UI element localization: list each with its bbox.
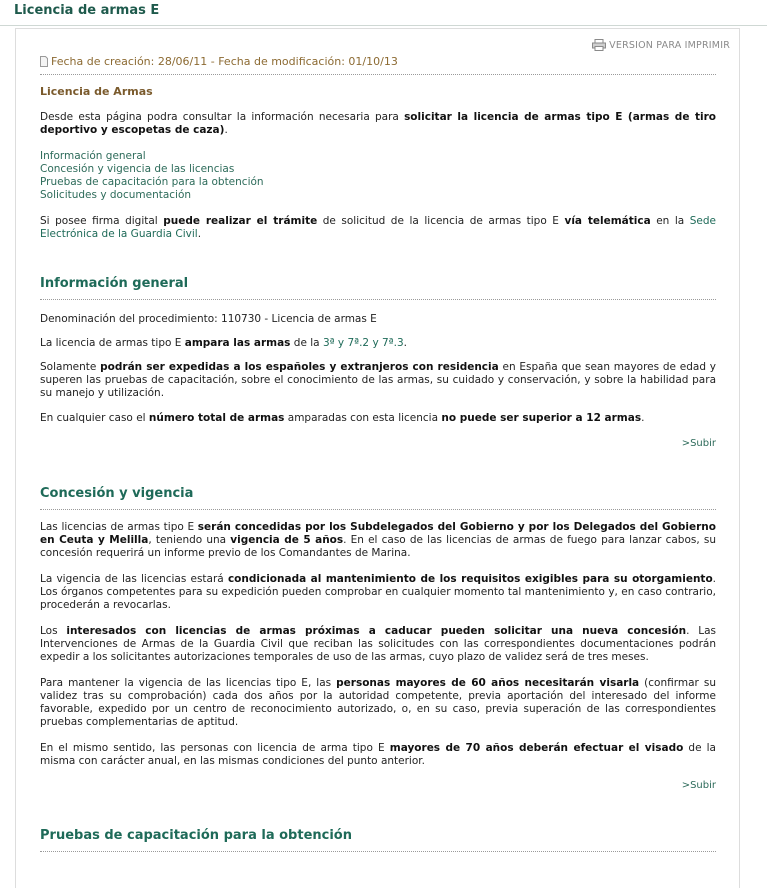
text-bold: condicionada al mantenimiento de los requisitos exigibles para su otorgamiento: [227, 573, 713, 585]
printer-icon: [592, 39, 606, 51]
text: En cualquier caso el: [40, 412, 149, 424]
document-dates: [40, 55, 398, 68]
text: de la misma con carácter anual, en las mismas condiciones del punto anterior.: [40, 742, 716, 767]
concesion-paragraph-3: [40, 625, 716, 664]
text-bold: podrán ser expedidas a los españoles y extranjeros con residencia: [100, 361, 499, 373]
heading-informacion-general: Información general: [40, 276, 189, 291]
text: Denominación del procedimiento: 110730 - Licencia de armas E: [40, 313, 377, 325]
general-paragraph-1: [40, 313, 716, 326]
text: .: [641, 412, 645, 424]
concesion-paragraph-4: [40, 677, 716, 729]
text: .: [403, 337, 407, 349]
link-concesion-vigencia[interactable]: Concesión y vigencia de las licencias: [40, 163, 235, 175]
dates-text: Fecha de creación: 28/06/11 - Fecha de modificación: 01/10/13: [51, 55, 398, 68]
text: en la: [650, 215, 690, 227]
text-bold: solicitar la licencia de armas tipo E (armas de tiro deportivo y escopetas de caza): [40, 111, 716, 136]
print-version-link[interactable]: [592, 39, 730, 51]
text: Desde esta página podra consultar la información necesaria para: [40, 111, 405, 123]
text-bold: vía telemática: [564, 215, 651, 227]
text: , teniendo una: [148, 534, 231, 546]
text: .: [224, 124, 228, 136]
heading-concesion-vigencia: Concesión y vigencia: [40, 486, 194, 501]
text: . En el caso de las licencias de armas de fuego para lanzar cabos, su concesión requerirá un informe previo de los Comandantes de Marina.: [40, 534, 716, 559]
text-bold: mayores de 70 años deberán efectuar el visado: [389, 742, 684, 754]
text: La vigencia de las licencias estará: [40, 573, 228, 585]
dotted-divider: [40, 851, 716, 852]
text-bold: no puede ser superior a 12 armas: [441, 412, 642, 424]
text: .: [197, 228, 202, 240]
text: Para mantener la vigencia de las licencias tipo E, las: [40, 677, 337, 689]
intro-heading: Licencia de Armas: [40, 85, 153, 98]
sede-electronica-link[interactable]: Sede Electrónica de la Guardia Civil: [40, 215, 716, 240]
text: de la: [290, 337, 323, 349]
text: de solicitud de la licencia de armas tipo E: [317, 215, 565, 227]
concesion-paragraph-5: [40, 742, 716, 768]
intro-telematic-paragraph: [40, 215, 716, 241]
concesion-paragraph-2: [40, 573, 716, 612]
text: (confirmar su validez tras su comprobación) cada dos años por la autoridad competente, previa aportación del interesado del informe favorable, expedido por un centro de reconocimiento autorizado, o, en su caso, previa superación de las correspondientes pruebas complementarias de aptitud.: [40, 677, 716, 728]
categories-link[interactable]: 3ª y 7ª.2 y 7ª.3: [322, 337, 404, 349]
text: Si posee firma digital: [40, 215, 164, 227]
general-paragraph-2: [40, 337, 716, 350]
text: Los: [40, 625, 67, 637]
dotted-divider: [40, 509, 716, 510]
text-bold: vigencia de 5 años: [230, 534, 344, 546]
text-bold: ampara las armas: [184, 337, 291, 349]
text: La licencia de armas tipo E: [40, 337, 185, 349]
print-version-label[interactable]: VERSION PARA IMPRIMIR: [609, 39, 730, 51]
text-bold: interesados con licencias de armas próximas a caducar pueden solicitar una nueva concesión: [66, 625, 687, 637]
text-bold: número total de armas: [148, 412, 285, 424]
text: amparadas con esta licencia: [284, 412, 442, 424]
concesion-paragraph-1: [40, 521, 716, 560]
link-pruebas-capacitacion[interactable]: Pruebas de capacitación para la obtención: [40, 176, 264, 188]
general-paragraph-4: [40, 412, 716, 425]
intro-links: [40, 150, 716, 202]
text-bold: serán concedidas por los Subdelegados del Gobierno y por los Delegados del Gobierno en Ceuta y Melilla: [40, 521, 716, 546]
page-title: Licencia de armas E: [14, 3, 160, 18]
link-informacion-general[interactable]: Información general: [40, 150, 146, 162]
heading-pruebas-capacitacion: Pruebas de capacitación para la obtención: [40, 828, 352, 843]
text-bold: personas mayores de 60 años necesitarán visarla: [336, 677, 640, 689]
dotted-divider: [40, 299, 716, 300]
intro-section: [40, 85, 716, 98]
title-divider: [0, 25, 767, 26]
text: Solamente: [40, 361, 101, 373]
text: . Los órganos competentes para su expedición pueden comprobar en cualquier momento tal mantenimiento y, en caso contrario, procederán a revocarlas.: [40, 573, 717, 611]
general-paragraph-3: [40, 361, 716, 400]
text-bold: puede realizar el trámite: [163, 215, 318, 227]
link-solicitudes-documentacion[interactable]: Solicitudes y documentación: [40, 189, 192, 201]
dotted-divider: [40, 74, 716, 75]
back-to-top-link[interactable]: >Subir: [681, 780, 716, 791]
text: . Las Intervenciones de Armas de la Guardia Civil que reciban las solicitudes con las correspondientes documentaciones podrán expedir a los solicitantes autorizaciones temporales de uso de las armas, cuyo plazo de validez será de tres meses.: [40, 625, 716, 663]
text: en España que sean mayores de edad y superen las pruebas de capacitación, sobre el conocimiento de las armas, su cuidado y conservación, y sobre la habilidad para su manejo y utilización.: [40, 361, 716, 399]
text: Las licencias de armas tipo E: [40, 521, 198, 533]
text: En el mismo sentido, las personas con licencia de arma tipo E: [40, 742, 390, 754]
document-icon: [40, 56, 48, 67]
back-to-top-link[interactable]: >Subir: [681, 438, 716, 449]
intro-paragraph: [40, 111, 716, 137]
